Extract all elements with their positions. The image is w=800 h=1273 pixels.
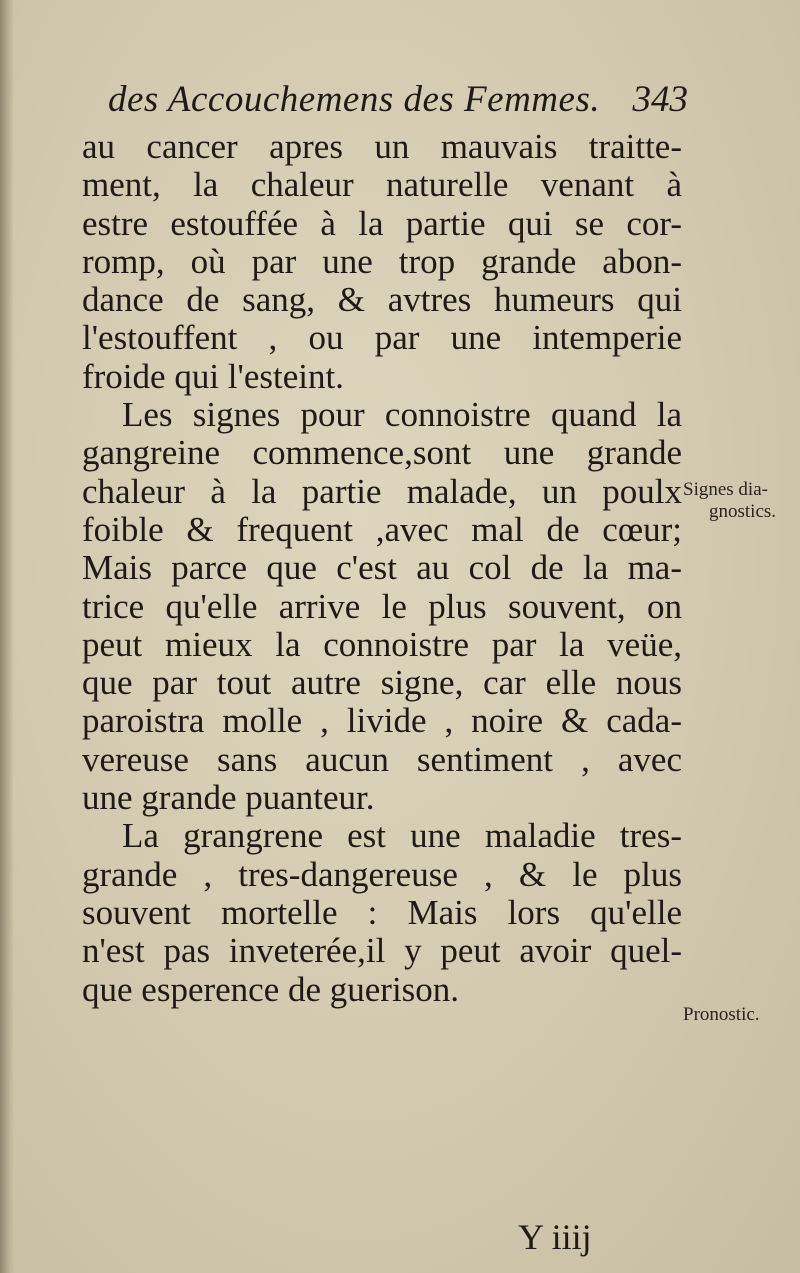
signature-mark: Y iiij [518,1217,592,1257]
text-line: froide qui l'esteint. [82,356,344,396]
text-line: l'estouffent , ou par une intemperie [82,318,682,358]
page-header [108,72,688,128]
text-line: estre estouffée à la partie qui se cor- [82,203,682,243]
text-line: Les signes pour connoistre quand la [122,395,682,435]
text-line: que par tout autre signe, car elle nous [82,663,682,703]
text-line: trice qu'elle arrive le plus souvent, on [82,586,682,626]
text-line: n'est pas inveterée,il y peut avoir quel- [82,931,682,971]
text-line: peut mieux la connoistre par la veüe, [82,624,682,664]
margin-note-line: gnostics. [709,501,777,522]
text-line: foible & frequent ,avec mal de cœur; [82,509,682,549]
paragraph-3 [82,817,682,1008]
text-line: gangreine commence,sont une grande [82,433,682,473]
text-line: La grangrene est une maladie tres- [122,816,682,856]
text-line: au cancer apres un mauvais traitte- [82,127,682,166]
margin-note-pronostic: Pronostic. [683,1004,760,1025]
text-line: vereuse sans aucun sentiment , avec [82,739,682,779]
text-line: grande , tres-dangereuse , & le plus [82,854,682,894]
text-line: souvent mortelle : Mais lors qu'elle [82,892,682,932]
running-title: des Accouchemens des Femmes. [108,79,601,120]
text-line: chaleur à la partie malade, un poulx [82,471,682,511]
paragraph-1 [82,128,682,396]
page-spine-shadow [0,0,14,1273]
text-line: paroistra molle , livide , noire & cada- [82,701,682,741]
margin-note-signes [683,479,800,523]
body-text [82,128,682,1009]
text-line: romp, où par une trop grande abon- [82,241,682,281]
paragraph-2 [82,396,682,817]
text-line: que esperence de guerison. [82,969,460,1009]
page-number: 343 [632,79,688,120]
text-line: une grande puanteur. [82,778,375,818]
text-line: ment, la chaleur naturelle venant à [82,165,682,205]
text-line: Mais parce que c'est au col de la ma- [82,548,682,588]
text-line: dance de sang, & avtres humeurs qui [82,280,682,320]
margin-note-line: Signes dia- [683,479,768,500]
